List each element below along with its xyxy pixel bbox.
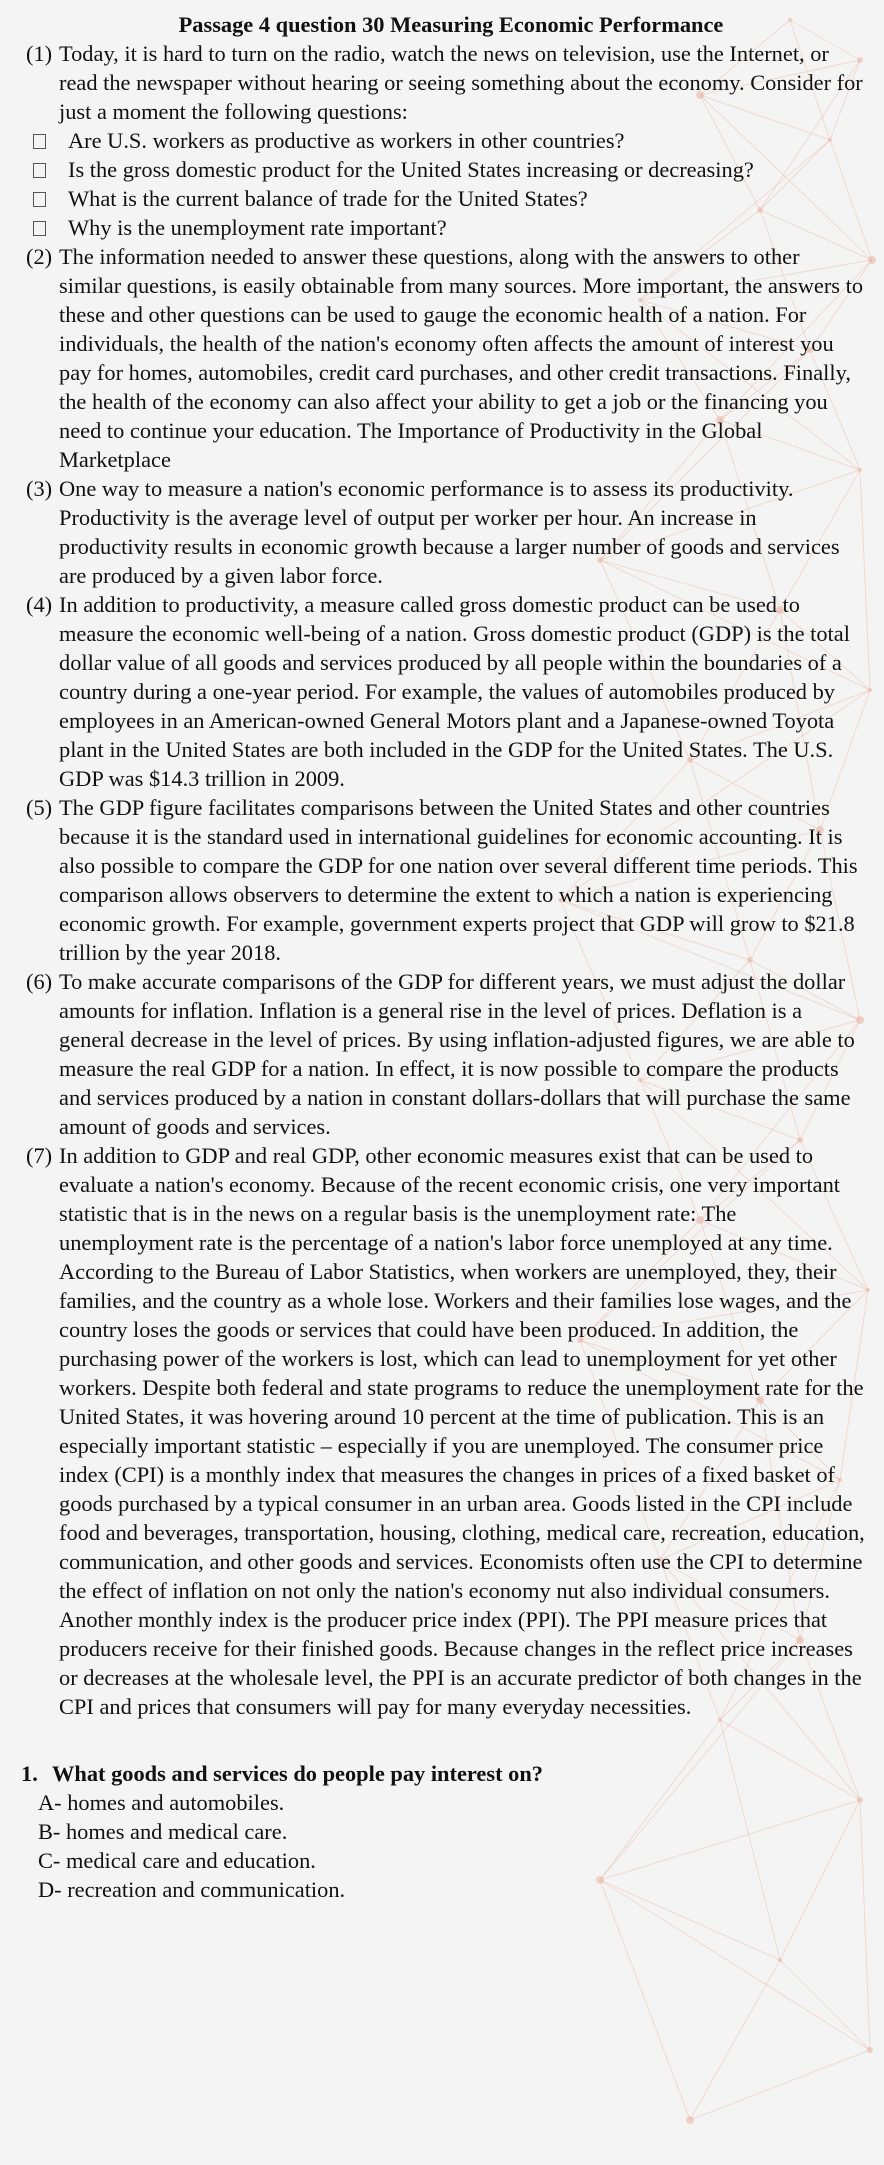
paragraph-number: (7) — [26, 1143, 53, 1168]
paragraph-1 — [26, 39, 866, 126]
option-a[interactable]: A- homes and automobiles. — [38, 1790, 285, 1815]
decoration-dot — [778, 1958, 782, 1962]
paragraph-3 — [26, 474, 866, 590]
checkbox-icon — [33, 134, 46, 149]
paragraph-number: (6) — [26, 969, 53, 994]
checkbox-icon — [33, 163, 46, 178]
bullet-question-2 — [26, 155, 866, 184]
checkbox-icon — [33, 221, 46, 236]
bullet-question-3 — [26, 184, 866, 213]
paragraph-text: In addition to productivity, a measure called gross domestic product can be used to measure the economic well-being of a nation. Gross domestic product (GDP) is the total dollar value of all goods and services produced by all people within the boundaries of a country during a one-year period. For example, the values of automobiles produced by employees in an American-owned General Motors plant and a Japanese-owned Toyota plant in the United States are both included in the GDP for the United States. The U.S. GDP was $14.3 trillion in 2009. — [59, 592, 850, 791]
answer-options — [38, 1788, 866, 1904]
decoration-line — [780, 1960, 870, 2050]
question-1 — [21, 1759, 866, 1788]
decoration-dot — [867, 2047, 873, 2053]
decoration-line — [600, 1880, 870, 2050]
paragraph-text: One way to measure a nation's economic performance is to assess its productivity. Productivity is the average level of output per worker per hour. An increase in productivity results in economic growth because a larger number of goods and services are produced by a given labor force. — [59, 476, 840, 588]
question-text: What goods and services do people pay interest on? — [52, 1761, 543, 1786]
paragraph-number: (1) — [26, 41, 53, 66]
paragraph-number: (5) — [26, 795, 53, 820]
paragraph-7 — [26, 1141, 866, 1721]
paragraph-text: The GDP figure facilitates comparisons between the United States and other countries because it is the standard used in international guidelines for economic accounting. It is also possible to compare the GDP for one nation over several different time periods. This comparison allows observers to determine the extent to which a nation is experiencing economic growth. For example, government experts project that GDP will grow to $21.8 trillion by the year 2018. — [59, 795, 858, 965]
bullet-text: What is the current balance of trade for the United States? — [68, 186, 588, 211]
option-c[interactable]: C- medical care and education. — [38, 1848, 316, 1873]
paragraph-4 — [26, 590, 866, 793]
bullet-text: Why is the unemployment rate important? — [68, 215, 447, 240]
decoration-dot — [686, 2116, 694, 2124]
option-d[interactable]: D- recreation and communication. — [38, 1877, 346, 1902]
decoration-line — [690, 2050, 870, 2120]
paragraph-text: In addition to GDP and real GDP, other economic measures exist that can be used to evaluate a nation's economy. Because of the recent economic crisis, one very important statistic that is in the news on a regular basis is the unemployment rate: The unemployment rate is the percentage of a nation's labor force unemployed at any time. According to the Bureau of Labor Statistics, when workers are unemployed, they, their families, and the country as a whole lose. Workers and their families lose wages, and the country loses the goods or services that could have been produced. In addition, the purchasing power of the workers is lost, which can lead to unemployment for yet other workers. Despite both federal and state programs to reduce the unemployment rate for the United States, it was hovering around 10 percent at the time of publication. This is an especially important statistic – especially if you are unemployed. The consumer price index (CPI) is a monthly index that measures the changes in prices of a fixed basket of goods purchased by a typical consumer in an urban area. Goods listed in the CPI include food and beverages, transportation, housing, clothing, medical care, recreation, education, communication, and other goods and services. Economists often use the CPI to determine the effect of inflation on not only the nation's economy nut also individual consumers. Another monthly index is the producer price index (PPI). The PPI measure prices that producers receive for their finished goods. Because changes in the reflect price increases or decreases at the wholesale level, the PPI is an accurate predictor of both changes in the CPI and prices that consumers will pay for many everyday necessities. — [59, 1143, 865, 1719]
paragraph-text: Today, it is hard to turn on the radio, watch the news on television, use the Internet, or read the newspaper without hearing or seeing something about the economy. Consider for just a moment the following questions: — [59, 41, 863, 124]
paragraph-text: To make accurate comparisons of the GDP for different years, we must adjust the dollar amounts for inflation. Inflation is a general rise in the level of prices. Deflation is a general decrease in the level of prices. By using inflation-adjusted figures, we are able to measure the real GDP for a nation. In effect, it is now possible to compare the products and services produced by a nation in constant dollars-dollars that will purchase the same amount of goods and services. — [59, 969, 855, 1139]
bullet-question-1 — [26, 126, 866, 155]
decoration-line — [600, 1880, 690, 2120]
question-number: 1. — [21, 1761, 38, 1786]
checkbox-icon — [33, 192, 46, 207]
passage-title: Passage 4 question 30 Measuring Economic Performance — [178, 12, 724, 37]
paragraph-2 — [26, 242, 866, 474]
bullet-text: Are U.S. workers as productive as workers in other countries? — [68, 128, 625, 153]
paragraph-5 — [26, 793, 866, 967]
paragraph-number: (3) — [26, 476, 53, 501]
decoration-line — [690, 1960, 780, 2120]
paragraph-6 — [26, 967, 866, 1141]
paragraph-number: (4) — [26, 592, 53, 617]
bullet-text: Is the gross domestic product for the United States increasing or decreasing? — [68, 157, 754, 182]
bullet-question-4 — [26, 213, 866, 242]
option-b[interactable]: B- homes and medical care. — [38, 1819, 288, 1844]
paragraph-number: (2) — [26, 244, 53, 269]
paragraph-text: The information needed to answer these questions, along with the answers to other similar questions, is easily obtainable from many sources. More important, the answers to these and other questions can be used to gauge the economic health of a nation. For individuals, the health of the nation's economy often affects the amount of interest you pay for homes, automobiles, credit card purchases, and other credit transactions. Finally, the health of the economy can also affect your ability to get a job or the financing you need to continue your education. The Importance of Productivity in the Global Marketplace — [59, 244, 864, 472]
